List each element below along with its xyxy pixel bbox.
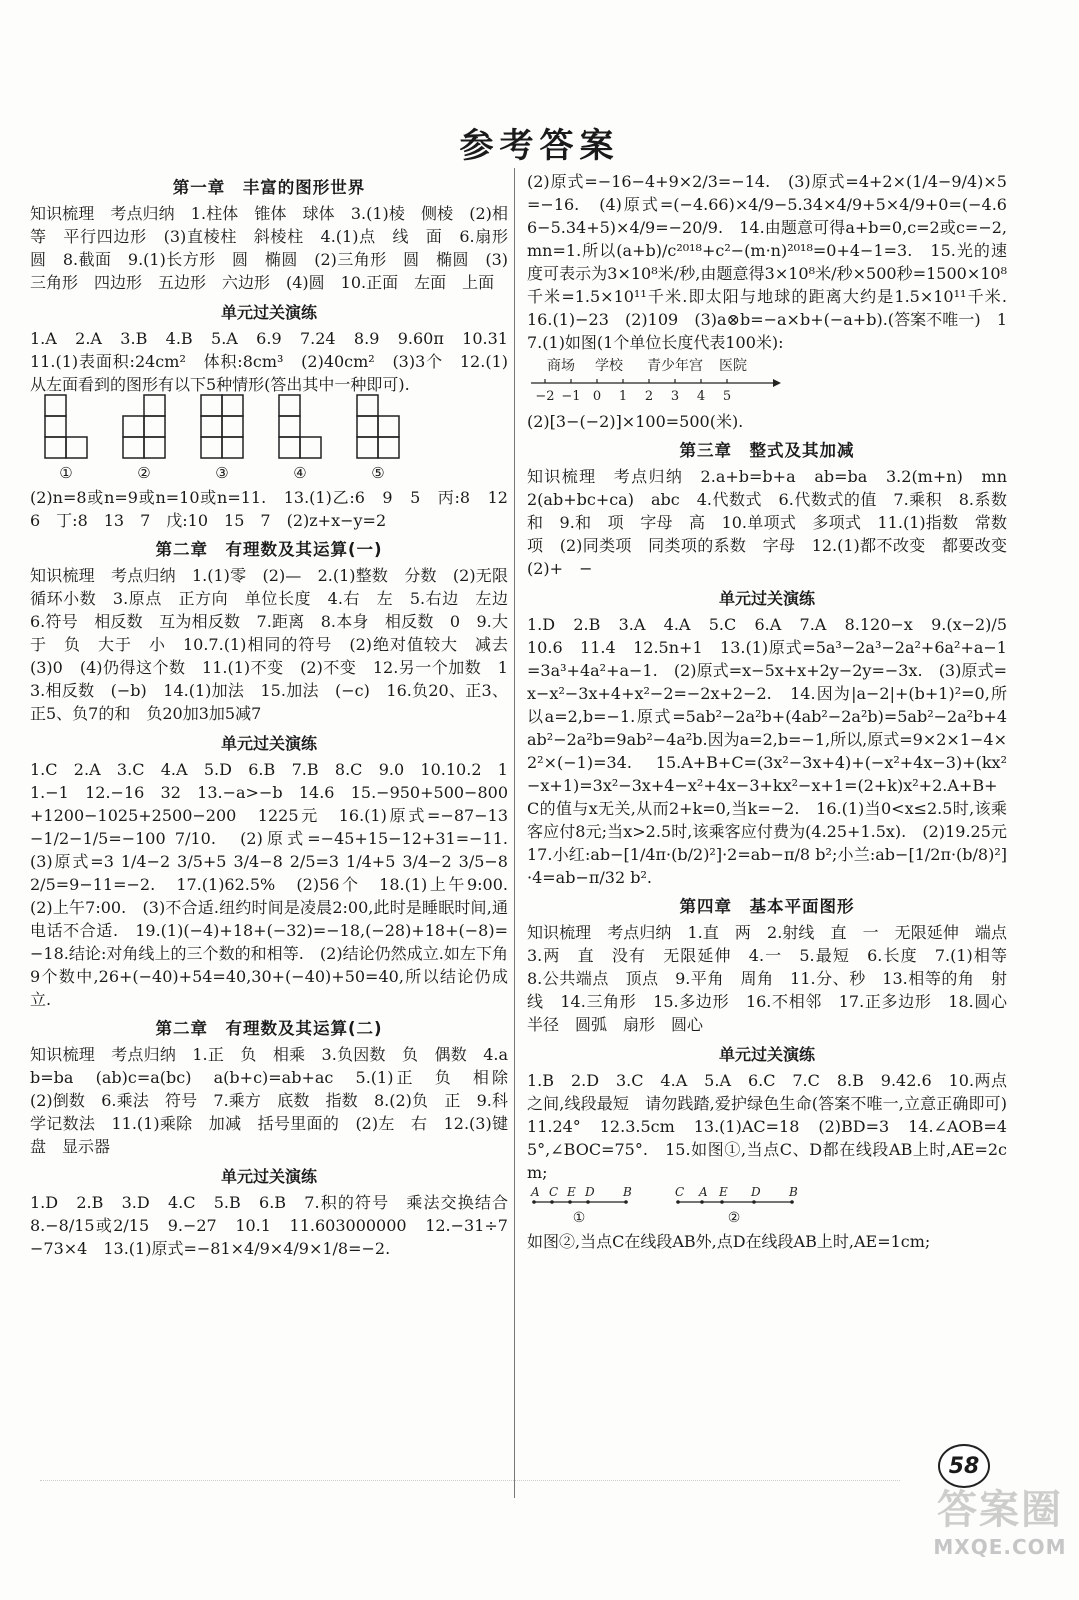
grid-figure-label: ② — [137, 464, 151, 482]
segment-figures — [527, 1186, 827, 1228]
tick-label: 3 — [670, 389, 680, 404]
number-line-answer: (2)[3−(−2)]×100=500(米). — [527, 412, 744, 431]
chapter4-knowledge: 知识梳理 考点归纳 1.直 两 2.射线 直 一 无限延伸 端点 3.两 直 没有 无限延伸 4.一 5.最短 6.长度 7.(1)相等 8.公共端点 顶点 9.平角 周角 11.分、秒 13.相等的角 射线 14.三角形 15.多边形 16.不相邻 17.正多边形 18.圆心 半径 圆弧 扇形 圆心 — [527, 923, 1024, 1034]
segment-point-label: E — [719, 1186, 728, 1199]
tick-label: 0 — [592, 389, 602, 404]
grid-figure-5 — [356, 394, 400, 482]
grid-figure-label: ③ — [215, 464, 229, 482]
tick-label: 1 — [618, 389, 628, 404]
chapter2a-title: 第二章 有理数及其运算(一) — [155, 540, 383, 559]
grid-shape-5 — [356, 394, 400, 460]
tick-label: 2 — [644, 389, 654, 404]
watermark-url: MXQE.COM — [933, 1535, 1067, 1559]
page-number: 58 — [938, 1444, 990, 1488]
chapter3-drill-answers: 1.D 2.B 3.A 4.A 5.C 6.A 7.A 8.120−x 9.(x−2)/5 10.6 11.4 12.5n+1 13.(1)原式=5a³−2a³−2a²+6a²+a−1=3a³+4a²+a−1. (2)原式=x−5x+x+2y−2y=−3x. (3)原式=x−x²−3x+4+x²−2=−2x+2−2. 14.因为|a−2|+(b+1)²=0,所以a=2,b=−1.原式=5ab²−2a²b+(4ab²−2a²b)=5ab²−2a²b+4ab²−2a²b=9ab²−4a²b.因为a=2,b=−1,所以,原式=9×2×1−4×2²×(−1)=34. 15.A+B+C=(3x²−3x+4)+(−x²+4x−3)+(kx²−x+1)=3x²−3x+4−x²+4x−3+kx²−x+1=(2+k)x²+2.A+B+C的值与x无关,从而2+k=0,当k=−2. 16.(1)当0<x≤2.5时,该乘客应付8元;当x>2.5时,该乘客应付费为(4.25+1.5x). (2)19.25元 17.小红:ab−[1/4π·(b/2)²]·2=ab−π/8 b²;小兰:ab−[1/2π·(b/8)²]·4=ab−π/32 b². — [527, 615, 1024, 887]
chapter2b-drill-heading: 单元过关演练 — [220, 1167, 317, 1186]
segment-point-label: D — [585, 1186, 595, 1199]
chapter1-drill-heading: 单元过关演练 — [220, 303, 317, 322]
segment-figure-label: ② — [727, 1210, 741, 1226]
segment-point-label: A — [531, 1186, 540, 1199]
tick-label: 4 — [696, 389, 706, 404]
place-label: 学校 — [595, 358, 623, 374]
chapter2b-drill-answers-cont: (2)原式=−16−4+9×2/3=−14. (3)原式=4+2×(1/4−9/4)×5=−16. (4)原式=(−4.66)×4/9−5.34×4/9+5×4/9+0=(−4.66−5.34+5)×4/9=−20/9. 14.由题意可得a+b=0,c=2或c=−2,mn=1.所以(a+b)/c²⁰¹⁸+c²−(m·n)²⁰¹⁸=0+4−1=3. 15.光的速度可表示为3×10⁸米/秒,由题意得3×10⁸米/秒×500秒=1500×10⁸千米=1.5×10¹¹千米.即太阳与地球的距离大约是1.5×10¹¹千米. 16.(1)−23 (2)109 (3)a⊗b=−a×b+(−a+b).(答案不唯一) 17.(1)如图(1个单位长度代表100米): — [527, 172, 1024, 352]
chapter2a-knowledge: 知识梳理 考点归纳 1.(1)零 (2)— 2.(1)整数 分数 (2)无限循环小数 3.原点 正方向 单位长度 4.右 左 5.右边 左边 6.符号 相反数 互为相反数 7.距离 8.本身 相反数 0 9.大于 负 大于 小 10.7.(1)相同的符号 (2)绝对值较大 减去 (3)0 (4)仍得这个数 11.(1)不变 (2)不变 12.另一个加数 13.相反数 (−b) 14.(1)加法 15.加法 (−c) 16.负20、正3、正5、负7的和 负20加3加5减7 — [30, 566, 525, 723]
grid-figure-label: ④ — [293, 464, 307, 482]
tick-label: −1 — [561, 389, 581, 404]
right-column — [527, 170, 1024, 1253]
place-label: 医院 — [719, 358, 747, 374]
grid-figure-label: ⑤ — [371, 464, 385, 482]
chapter3-title: 第三章 整式及其加减 — [679, 441, 855, 460]
watermark-logo — [930, 1478, 1070, 1588]
number-line-figure — [527, 356, 787, 408]
chapter1-title: 第一章 丰富的图形世界 — [172, 178, 366, 197]
place-label: 青少年宫 — [647, 358, 703, 374]
chapter2b-drill-answers: 1.D 2.B 3.D 4.C 5.B 6.B 7.积的符号 乘法交换结合 8.−8/15或2/15 9.−27 10.1 11.603000000 12.−31÷7−73×4 13.(1)原式=−81×4/9×4/9×1/8=−2. — [30, 1193, 525, 1258]
chapter4-drill-answers: 1.B 2.D 3.C 4.A 5.A 6.C 7.C 8.B 9.42.6 10.两点之间,线段最短 请勿践踏,爱护绿色生命(答案不唯一,立意正确即可) 11.24° 12.3.5cm 13.(1)AC=18 (2)BD=3 14.∠AOB=45°,∠BOC=75°. 15.如图①,当点C、D都在线段AB上时,AE=2cm; — [527, 1071, 1024, 1182]
chapter3-knowledge: 知识梳理 考点归纳 2.a+b=b+a ab=ba 3.2(m+n) mn 2(ab+bc+ca) abc 4.代数式 6.代数式的值 7.乘积 8.系数 和 9.和 项 字母 高 10.单项式 多项式 11.(1)指数 常数项 (2)同类项 同类项的系数 字母 12.(1)都不改变 都要改变 (2)+ − — [527, 467, 1024, 578]
watermark-text: 答案圈 — [937, 1487, 1063, 1533]
grid-figure-2 — [122, 394, 166, 482]
chapter2a-drill-heading: 单元过关演练 — [220, 734, 317, 753]
chapter2b-title: 第二章 有理数及其运算(二) — [155, 1019, 383, 1038]
segment-figure-label: ① — [572, 1210, 586, 1226]
grid-figure-1 — [44, 394, 88, 482]
chapter4-drill-heading: 单元过关演练 — [718, 1045, 815, 1064]
chapter4-title: 第四章 基本平面图形 — [679, 897, 855, 916]
chapter4-drill-answers-cont: 如图②,当点C在线段AB外,点D在线段AB上时,AE=1cm; — [527, 1232, 931, 1251]
grid-figure-label: ① — [59, 464, 73, 482]
segment-point-label: B — [623, 1186, 632, 1199]
chapter1-knowledge: 知识梳理 考点归纳 1.柱体 锥体 球体 3.(1)棱 侧棱 (2)相等 平行四边形 (3)直棱柱 斜棱柱 4.(1)点 线 面 6.扇形 圆 8.截面 9.(1)长方形 圆 椭圆 (2)三角形 圆 椭圆 (3)三角形 四边形 五边形 六边形 (4)圆 10.正面 左面 上面 — [30, 204, 525, 292]
place-label: 商场 — [547, 358, 575, 374]
chapter1-drill-answers-cont: (2)n=8或n=9或n=10或n=11. 13.(1)乙:6 9 5 丙:8 12 6 丁:8 13 7 戊:10 15 7 (2)z+x−y=2 — [30, 488, 525, 530]
chapter1-drill-answers: 1.A 2.A 3.B 4.B 5.A 6.9 7.24 8.9 9.60π 10.31 11.(1)表面积:24cm² 体积:8cm³ (2)40cm² (3)3个 12.(1)从左面看到的图形有以下5种情形(答出其中一种即可). — [30, 329, 525, 394]
segment-point-label: D — [751, 1186, 761, 1199]
grid-shape-4 — [278, 394, 322, 460]
segment-point-label: A — [699, 1186, 708, 1199]
chapter2a-drill-answers: 1.C 2.A 3.C 4.A 5.D 6.B 7.B 8.C 9.0 10.10.2 11.−1 12.−16 32 13.−a>−b 14.6 15.−950+500−800+1200−1025+2500−200 1225元 16.(1)原式=−87−13−1/2−1/5=−100 7/10. (2)原式=−45+15−12+31=−11. (3)原式=3 1/4−2 3/5+5 3/4−8 2/5=3 1/4+5 3/4−2 3/5−8 2/5=9−11=−2. 17.(1)62.5% (2)56个 18.(1)上午9:00. (2)上午7:00. (3)不合适.纽约时间是凌晨2:00,此时是睡眠时间,通电话不合适. 19.(1)(−4)+18+(−32)=−18,(−28)+18+(−8)=−18.结论:对角线上的三个数的和相等. (2)结论仍然成立.如左下角9个数中,26+(−40)+54=40,30+(−40)+50=40,所以结论仍成立. — [30, 760, 525, 1009]
left-column — [30, 170, 525, 1260]
chapter3-drill-heading: 单元过关演练 — [718, 589, 815, 608]
tick-label: 5 — [722, 389, 732, 404]
grid-figure-3 — [200, 394, 244, 482]
grid-shape-1 — [44, 394, 88, 460]
bottom-rule — [40, 1480, 900, 1481]
segment-point-label: C — [549, 1186, 559, 1199]
page-title: 参考答案 — [459, 126, 620, 166]
grid-figures — [44, 402, 508, 482]
grid-shape-2 — [122, 394, 166, 460]
segment-point-label: B — [789, 1186, 798, 1199]
tick-label: −2 — [535, 389, 555, 404]
grid-shape-3 — [200, 394, 244, 460]
segment-point-label: E — [567, 1186, 576, 1199]
grid-figure-4 — [278, 394, 322, 482]
chapter2b-knowledge: 知识梳理 考点归纳 1.正 负 相乘 3.负因数 负 偶数 4.ab=ba (ab)c=a(bc) a(b+c)=ab+ac 5.(1)正 负 相除 (2)倒数 6.乘法 符号 7.乘方 底数 指数 8.(2)负 正 9.科学记数法 11.(1)乘除 加减 括号里面的 (2)左 右 12.(3)键盘 显示器 — [30, 1045, 525, 1156]
segment-point-label: C — [675, 1186, 685, 1199]
